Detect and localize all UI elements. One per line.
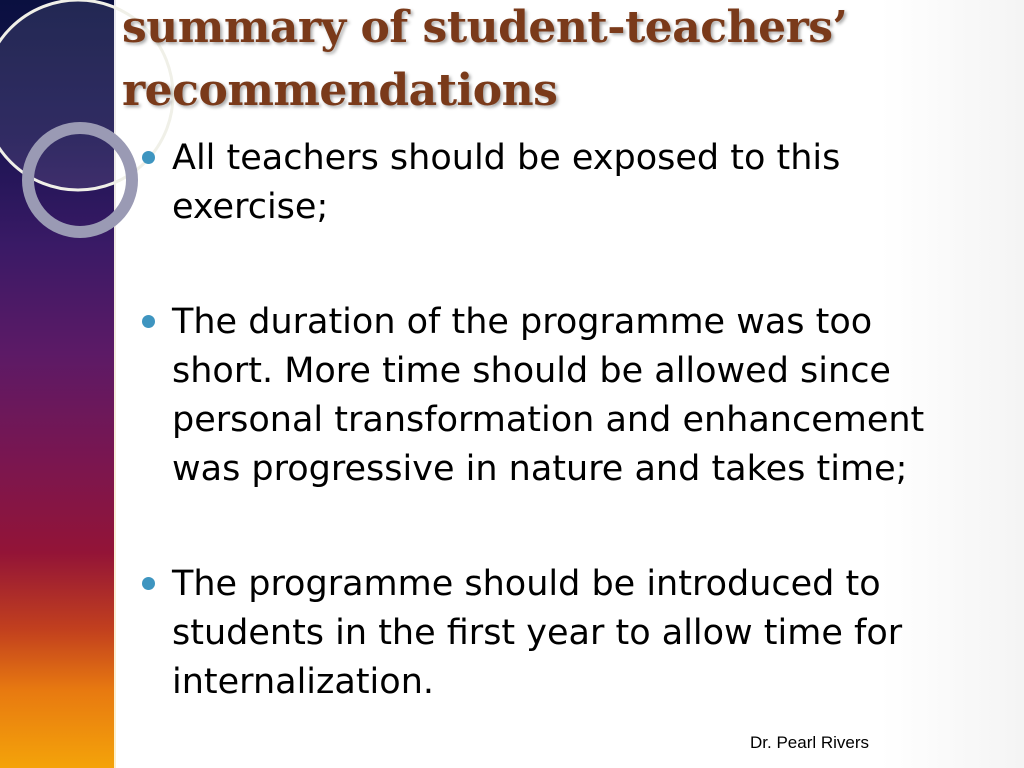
slide-title: summary of student-teachers’ recommendations	[122, 2, 848, 116]
list-item	[140, 134, 980, 232]
bullet-text: The programme should be introduced to students in the first year to allow time for internalization.	[172, 564, 903, 702]
list-item	[140, 560, 980, 707]
list-item	[140, 298, 980, 494]
decorative-rings	[0, 0, 130, 260]
bullet-text: All teachers should be exposed to this exercise;	[172, 138, 841, 227]
bullet-icon	[142, 315, 155, 328]
bullet-icon	[142, 151, 155, 164]
bullet-list	[140, 134, 980, 768]
footer-author: Dr. Pearl Rivers	[750, 733, 870, 752]
bullet-icon	[142, 577, 155, 590]
bullet-text: The duration of the programme was too short. More time should be allowed since personal transformation and enhancement was progressive in nature and takes time;	[172, 302, 925, 489]
